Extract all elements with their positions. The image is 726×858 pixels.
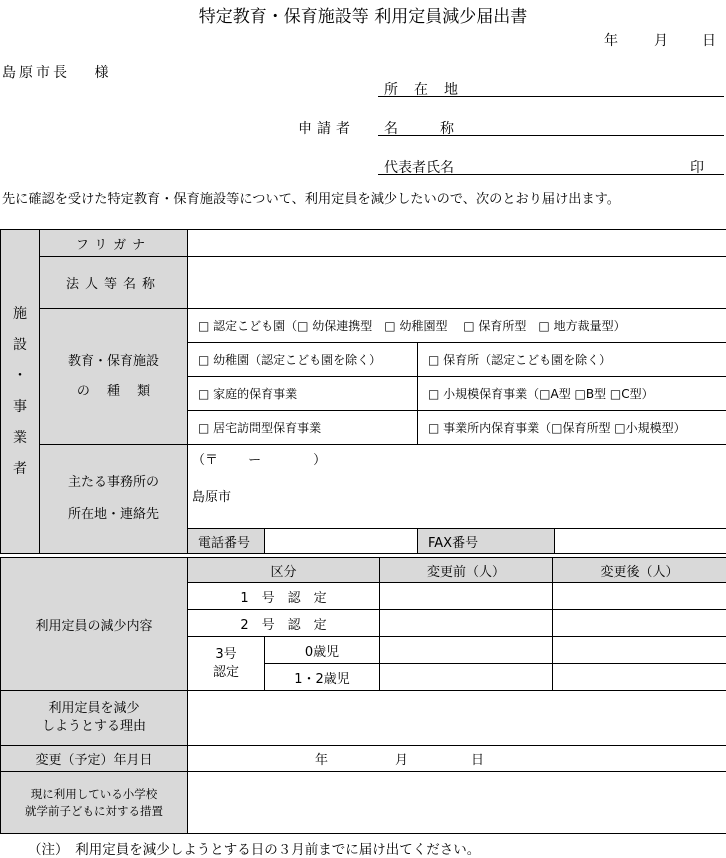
- facility-type-label: 教育・保育施設 の 種 類: [40, 309, 188, 445]
- representative-label: 代表者氏名: [384, 157, 454, 177]
- fax-label: FAX番号: [418, 529, 555, 554]
- date-day-label: 日: [668, 30, 716, 50]
- furigana-label: フリガナ: [40, 230, 188, 257]
- footnote: （注） 利用定員を減少しようとする日の３月前までに届け出てください。: [28, 838, 480, 858]
- row-type1: 1 号 認 定: [188, 583, 380, 610]
- type-small-scale[interactable]: □ 小規模保育事業（□A型 □B型 □C型）: [418, 377, 726, 411]
- submission-date: [560, 30, 716, 50]
- seal-mark: 印: [690, 157, 704, 177]
- name-line[interactable]: [378, 135, 724, 136]
- col-before: 変更前（人）: [380, 558, 553, 583]
- intro-text: 先に確認を受けた特定教育・保育施設等について、利用定員を減少したいので、次のとおり届け出ます。: [2, 192, 724, 208]
- change-day: 日: [408, 749, 484, 768]
- furigana-field[interactable]: [188, 230, 726, 257]
- date-month-label: 月: [618, 30, 668, 50]
- postal-code: （〒 ー ）: [192, 449, 726, 468]
- date-year-label: 年: [560, 30, 618, 50]
- reason-field[interactable]: [188, 691, 726, 746]
- measures-label: 現に利用している小学校 就学前子どもに対する措置: [1, 772, 188, 834]
- address-label: 所 在 地: [384, 79, 459, 99]
- change-date-label: 変更（予定）年月日: [1, 746, 188, 772]
- type-kindergarten[interactable]: □ 幼稚園（認定こども園を除く）: [188, 343, 418, 377]
- type-home-care[interactable]: □ 家庭的保育事業: [188, 377, 418, 411]
- reduction-table: [0, 557, 726, 834]
- phone-field[interactable]: [265, 529, 418, 554]
- age0-before-field[interactable]: [380, 637, 553, 664]
- age0-label: 0歳児: [265, 637, 380, 664]
- change-date-field[interactable]: [188, 746, 726, 772]
- office-label: 主たる事務所の 所在地・連絡先: [40, 445, 188, 554]
- change-month: 月: [328, 749, 408, 768]
- phone-label: 電話番号: [188, 529, 265, 554]
- col-after: 変更後（人）: [553, 558, 726, 583]
- age12-after-field[interactable]: [553, 664, 726, 691]
- col-category: 区分: [188, 558, 380, 583]
- type1-after-field[interactable]: [553, 583, 726, 610]
- row-type2: 2 号 認 定: [188, 610, 380, 637]
- facility-side-label: 施 設 ・ 事 業 者: [1, 230, 40, 554]
- change-year: 年: [188, 749, 328, 768]
- corp-name-field[interactable]: [188, 257, 726, 309]
- age0-after-field[interactable]: [553, 637, 726, 664]
- age12-label: 1・2歳児: [265, 664, 380, 691]
- type1-before-field[interactable]: [380, 583, 553, 610]
- address-line[interactable]: [378, 96, 724, 97]
- type-certified-kodomoen[interactable]: □ 認定こども園（□ 幼保連携型 □ 幼稚園型 □ 保育所型 □ 地方裁量型）: [188, 309, 726, 343]
- office-address-field[interactable]: [188, 445, 726, 529]
- application-form-table: [0, 229, 726, 554]
- representative-line[interactable]: [378, 174, 724, 175]
- type-home-visit[interactable]: □ 居宅訪問型保育事業: [188, 411, 418, 445]
- page-title: 特定教育・保育施設等 利用定員減少届出書: [0, 2, 726, 27]
- fax-field[interactable]: [555, 529, 726, 554]
- type2-before-field[interactable]: [380, 610, 553, 637]
- applicant-label: 申請者: [298, 118, 355, 138]
- type-workplace[interactable]: □ 事業所内保育事業（□保育所型 □小規模型）: [418, 411, 726, 445]
- city-name: 島原市: [192, 486, 726, 505]
- type2-after-field[interactable]: [553, 610, 726, 637]
- addressee: 島原市長 様: [2, 62, 111, 82]
- reason-label: 利用定員を減少 しようとする理由: [1, 691, 188, 746]
- row-type3-label: 3号 認定: [188, 637, 265, 691]
- measures-field[interactable]: [188, 772, 726, 834]
- corp-name-label: 法人等名称: [40, 257, 188, 309]
- age12-before-field[interactable]: [380, 664, 553, 691]
- reduction-label: 利用定員の減少内容: [1, 558, 188, 691]
- type-nursery[interactable]: □ 保育所（認定こども園を除く）: [418, 343, 726, 377]
- name-label: 名 称: [384, 118, 454, 138]
